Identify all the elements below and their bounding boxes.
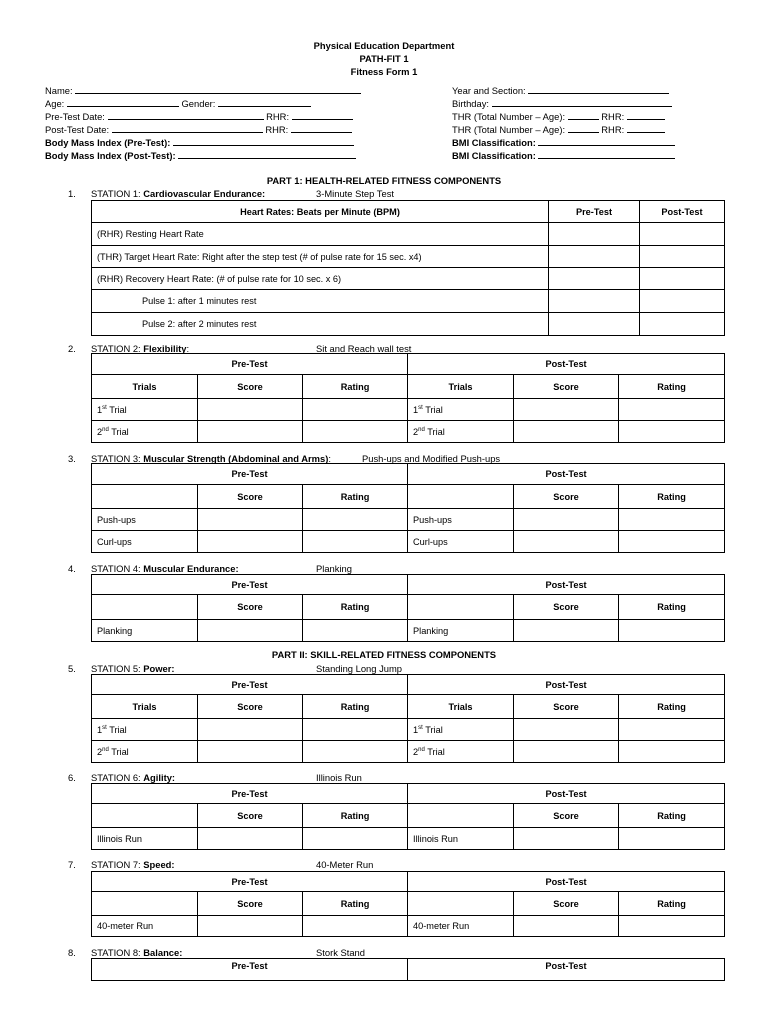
- station4-label: STATION 4: Muscular Endurance:: [91, 563, 239, 574]
- rating-cell[interactable]: [303, 509, 408, 531]
- trials-header: Trials: [408, 375, 514, 399]
- rating-cell[interactable]: [303, 421, 408, 443]
- station8-label: STATION 8: Balance:: [91, 947, 183, 958]
- pretest-header: Pre-Test: [549, 201, 640, 223]
- score-cell[interactable]: [198, 719, 303, 741]
- rating-header: Rating: [619, 595, 725, 620]
- rating-cell[interactable]: [303, 828, 408, 850]
- rating-header: Rating: [303, 595, 408, 620]
- trial-2-label: 2nd Trial: [408, 421, 514, 443]
- pushups-label: Push-ups: [92, 509, 198, 531]
- rating-cell[interactable]: [303, 399, 408, 421]
- row-label: Pulse 1: after 1 minutes rest: [92, 290, 549, 313]
- birthday-blank[interactable]: [492, 97, 672, 107]
- bmi-pre-blank[interactable]: [173, 136, 354, 146]
- rating-cell[interactable]: [619, 531, 725, 553]
- score-header: Score: [198, 375, 303, 399]
- pretest-cell[interactable]: [549, 223, 640, 246]
- row-label: (THR) Target Heart Rate: Right after the step test (# of pulse rate for 15 sec. x4): [92, 246, 549, 268]
- station1-test: 3-Minute Step Test: [316, 188, 394, 199]
- rating-header: Rating: [619, 695, 725, 719]
- empty-cell: [408, 804, 514, 828]
- trial-2-label: 2nd Trial: [92, 741, 198, 763]
- score-cell[interactable]: [514, 828, 619, 850]
- station3-table: [91, 463, 725, 553]
- posttest-cell[interactable]: [640, 268, 725, 290]
- score-header: Score: [198, 595, 303, 620]
- posttest-header: Post-Test: [408, 872, 725, 892]
- bmi-class-pre-blank[interactable]: [538, 136, 675, 146]
- score-header: Score: [514, 485, 619, 509]
- rating-header: Rating: [303, 804, 408, 828]
- score-header: Score: [198, 485, 303, 509]
- trials-header: Trials: [92, 375, 198, 399]
- birthday-field: Birthday:: [452, 97, 672, 109]
- thr-post-field: THR (Total Number – Age): RHR:: [452, 123, 665, 135]
- pretest-cell[interactable]: [549, 246, 640, 268]
- trial-2-label: 2nd Trial: [408, 741, 514, 763]
- row-label: Pulse 2: after 2 minutes rest: [92, 313, 549, 336]
- rating-header: Rating: [619, 375, 725, 399]
- station7-label: STATION 7: Speed:: [91, 859, 175, 870]
- rating-cell[interactable]: [303, 916, 408, 937]
- course-title: PATH-FIT 1: [359, 53, 409, 64]
- planking-label: Planking: [408, 620, 514, 642]
- score-header: Score: [514, 595, 619, 620]
- score-cell[interactable]: [514, 741, 619, 763]
- pretest-header: Pre-Test: [92, 354, 408, 375]
- pretest-header: Pre-Test: [92, 872, 408, 892]
- score-cell[interactable]: [514, 620, 619, 642]
- name-field: Name:: [45, 84, 361, 96]
- rating-cell[interactable]: [619, 620, 725, 642]
- pretest-header: Pre-Test: [92, 464, 408, 485]
- empty-cell: [92, 892, 198, 916]
- station4-test: Planking: [316, 563, 352, 574]
- bmi-post-field: Body Mass Index (Post-Test):: [45, 149, 356, 161]
- bmi-post-blank[interactable]: [178, 149, 356, 159]
- thr-pre-rhr-blank[interactable]: [627, 110, 665, 120]
- score-header: Score: [198, 695, 303, 719]
- score-cell[interactable]: [198, 399, 303, 421]
- trial-1-label: 1st Trial: [408, 719, 514, 741]
- trials-header: Trials: [92, 695, 198, 719]
- station2-number: 2.: [68, 343, 76, 354]
- posttest-header: Post-Test: [408, 675, 725, 695]
- row-label: (RHR) Resting Heart Rate: [92, 223, 549, 246]
- station6-number: 6.: [68, 772, 76, 783]
- posttest-header: Post-Test: [408, 959, 725, 981]
- trial-1-label: 1st Trial: [92, 719, 198, 741]
- empty-cell: [92, 595, 198, 620]
- station5-test: Standing Long Jump: [316, 663, 403, 674]
- station6-table: [91, 783, 725, 850]
- thr-post-blank[interactable]: [568, 123, 599, 133]
- station4-number: 4.: [68, 563, 76, 574]
- station5-number: 5.: [68, 663, 76, 674]
- station1-label: STATION 1: Cardiovascular Endurance:: [91, 188, 266, 199]
- station5-label: STATION 5: Power:: [91, 663, 175, 674]
- trial-2-label: 2nd Trial: [92, 421, 198, 443]
- illinois-run-label: Illinois Run: [92, 828, 198, 850]
- station7-test: 40-Meter Run: [316, 859, 374, 870]
- score-cell[interactable]: [514, 719, 619, 741]
- station3-number: 3.: [68, 453, 76, 464]
- station6-label: STATION 6: Agility:: [91, 772, 176, 783]
- score-cell[interactable]: [514, 509, 619, 531]
- rating-header: Rating: [303, 892, 408, 916]
- year-section-field: Year and Section:: [452, 84, 669, 96]
- rating-cell[interactable]: [619, 916, 725, 937]
- trial-1-label: 1st Trial: [408, 399, 514, 421]
- thr-pre-field: THR (Total Number – Age): RHR:: [452, 110, 665, 122]
- posttest-header: Post-Test: [408, 354, 725, 375]
- pretest-cell[interactable]: [549, 290, 640, 313]
- rating-cell[interactable]: [303, 741, 408, 763]
- score-cell[interactable]: [514, 399, 619, 421]
- score-cell[interactable]: [198, 531, 303, 553]
- part1-title: PART 1: HEALTH-RELATED FITNESS COMPONENTS: [266, 175, 502, 186]
- station6-test: Illinois Run: [316, 772, 362, 783]
- thr-pre-blank[interactable]: [568, 110, 599, 120]
- age-gender-field: Age: Gender:: [45, 97, 311, 109]
- empty-cell: [92, 485, 198, 509]
- 40m-run-label: 40-meter Run: [92, 916, 198, 937]
- heart-rate-header: Heart Rates: Beats per Minute (BPM): [92, 201, 549, 223]
- row-label: (RHR) Recovery Heart Rate: (# of pulse rate for 10 sec. x 6): [92, 268, 549, 290]
- 40m-run-label: 40-meter Run: [408, 916, 514, 937]
- pushups-label: Push-ups: [408, 509, 514, 531]
- rating-header: Rating: [303, 485, 408, 509]
- score-cell[interactable]: [198, 620, 303, 642]
- pretest-header: Pre-Test: [92, 575, 408, 595]
- rating-header: Rating: [619, 485, 725, 509]
- station7-number: 7.: [68, 859, 76, 870]
- trial-1-label: 1st Trial: [92, 399, 198, 421]
- name-blank[interactable]: [75, 84, 361, 94]
- pretest-header: Pre-Test: [92, 959, 408, 981]
- score-header: Score: [514, 892, 619, 916]
- rating-cell[interactable]: [619, 719, 725, 741]
- pretest-header: Pre-Test: [92, 784, 408, 804]
- rating-cell[interactable]: [619, 399, 725, 421]
- posttest-header: Post-Test: [408, 784, 725, 804]
- score-cell[interactable]: [198, 421, 303, 443]
- pretest-rhr-blank[interactable]: [292, 110, 353, 120]
- station1-number: 1.: [68, 188, 76, 199]
- gender-blank[interactable]: [218, 97, 311, 107]
- station4-table: [91, 574, 725, 642]
- score-cell[interactable]: [198, 828, 303, 850]
- posttest-cell[interactable]: [640, 313, 725, 336]
- rating-header: Rating: [303, 375, 408, 399]
- posttest-rhr-blank[interactable]: [291, 123, 352, 133]
- empty-cell: [408, 892, 514, 916]
- empty-cell: [408, 485, 514, 509]
- posttest-cell[interactable]: [640, 246, 725, 268]
- posttest-header: Post-Test: [408, 575, 725, 595]
- station2-table: [91, 353, 725, 443]
- posttest-header: Post-Test: [640, 201, 725, 223]
- station8-number: 8.: [68, 947, 76, 958]
- bmi-class-pre-field: BMI Classification:: [452, 136, 675, 148]
- planking-label: Planking: [92, 620, 198, 642]
- empty-cell: [408, 595, 514, 620]
- score-header: Score: [198, 804, 303, 828]
- station8-table: [91, 958, 725, 981]
- illinois-run-label: Illinois Run: [408, 828, 514, 850]
- posttest-cell[interactable]: [640, 223, 725, 246]
- rating-cell[interactable]: [619, 421, 725, 443]
- score-cell[interactable]: [514, 531, 619, 553]
- rating-cell[interactable]: [619, 509, 725, 531]
- bmi-class-post-field: BMI Classification:: [452, 149, 675, 161]
- curlups-label: Curl-ups: [92, 531, 198, 553]
- posttest-header: Post-Test: [408, 464, 725, 485]
- curlups-label: Curl-ups: [408, 531, 514, 553]
- score-cell[interactable]: [198, 916, 303, 937]
- score-header: Score: [198, 892, 303, 916]
- score-cell[interactable]: [198, 741, 303, 763]
- station8-test: Stork Stand: [316, 947, 365, 958]
- score-cell[interactable]: [198, 509, 303, 531]
- part2-title: PART II: SKILL-RELATED FITNESS COMPONENTS: [271, 649, 497, 660]
- rating-header: Rating: [619, 804, 725, 828]
- station7-table: [91, 871, 725, 937]
- station2-test: Sit and Reach wall test: [316, 343, 412, 354]
- age-blank[interactable]: [67, 97, 179, 107]
- pretest-date-field: Pre-Test Date: RHR:: [45, 110, 353, 122]
- rating-cell[interactable]: [619, 828, 725, 850]
- station2-label: STATION 2: Flexibility:: [91, 343, 190, 354]
- pretest-cell[interactable]: [549, 268, 640, 290]
- station5-table: [91, 674, 725, 763]
- bmi-class-post-blank[interactable]: [538, 149, 675, 159]
- rating-header: Rating: [619, 892, 725, 916]
- year-section-blank[interactable]: [528, 84, 669, 94]
- score-header: Score: [514, 804, 619, 828]
- posttest-cell[interactable]: [640, 290, 725, 313]
- department-title: Physical Education Department: [313, 40, 455, 51]
- empty-cell: [92, 804, 198, 828]
- form-title: Fitness Form 1: [350, 66, 418, 77]
- score-cell[interactable]: [514, 916, 619, 937]
- pretest-date-blank[interactable]: [108, 110, 264, 120]
- rating-cell[interactable]: [303, 719, 408, 741]
- score-header: Score: [514, 695, 619, 719]
- posttest-date-blank[interactable]: [112, 123, 263, 133]
- rating-cell[interactable]: [303, 620, 408, 642]
- trials-header: Trials: [408, 695, 514, 719]
- station3-test: Push-ups and Modified Push-ups: [362, 453, 501, 464]
- posttest-date-field: Post-Test Date: RHR:: [45, 123, 352, 135]
- pretest-header: Pre-Test: [92, 675, 408, 695]
- pretest-cell[interactable]: [549, 313, 640, 336]
- score-header: Score: [514, 375, 619, 399]
- station3-label: STATION 3: Muscular Strength (Abdominal and Arms):: [91, 453, 331, 464]
- rating-cell[interactable]: [303, 531, 408, 553]
- thr-post-rhr-blank[interactable]: [627, 123, 665, 133]
- rating-cell[interactable]: [619, 741, 725, 763]
- rating-header: Rating: [303, 695, 408, 719]
- score-cell[interactable]: [514, 421, 619, 443]
- station1-table: [91, 200, 725, 336]
- bmi-pre-field: Body Mass Index (Pre-Test):: [45, 136, 354, 148]
